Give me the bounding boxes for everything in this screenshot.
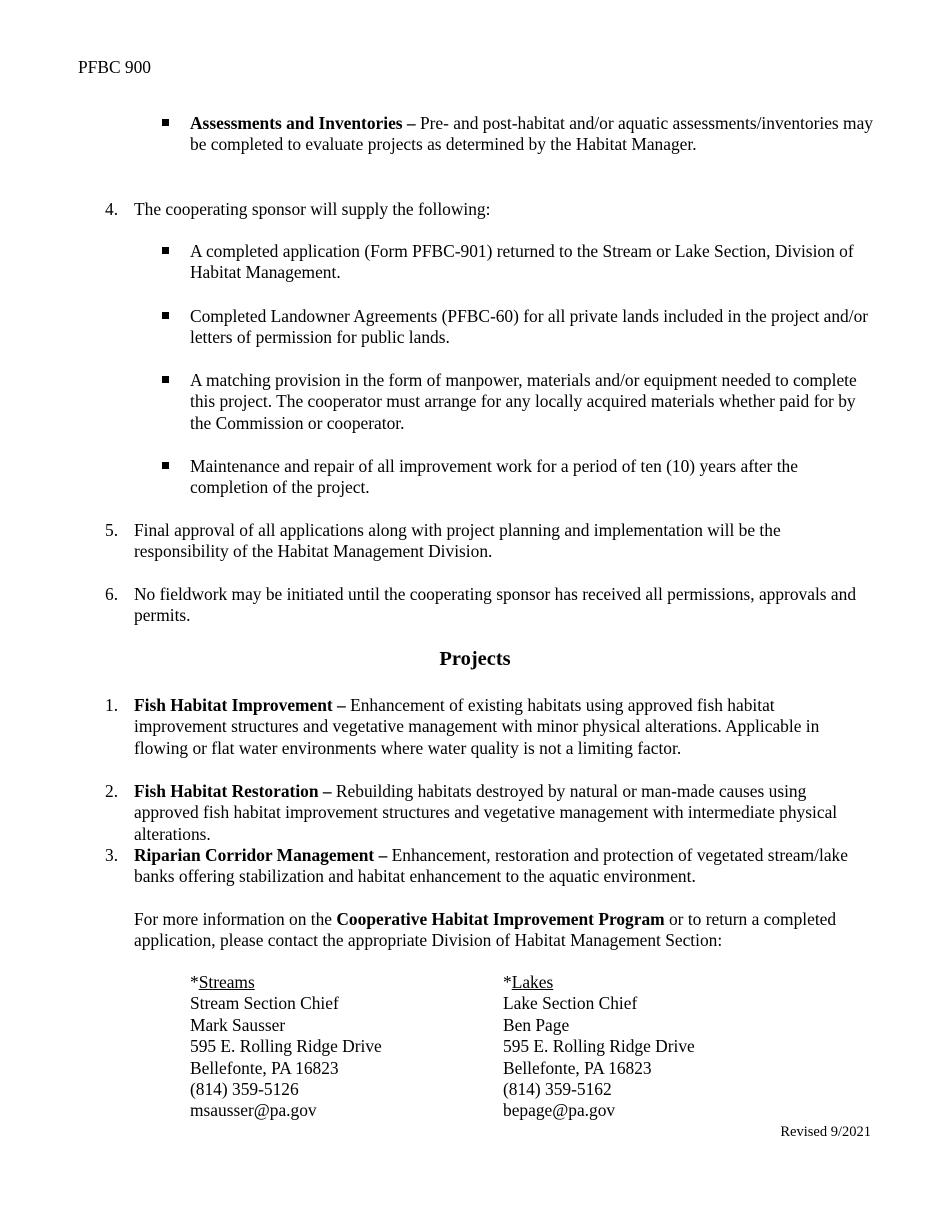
assessments-text: Pre- and post-habitat and/or aquatic assessments/inventories may be completed to evaluate projects as determined by the Habitat Manager. (190, 113, 873, 155)
contact-section-label: *Lakes (503, 972, 554, 992)
requirement-bullet (190, 306, 880, 349)
project-title: Fish Habitat Improvement – (134, 695, 346, 715)
approval-text: Final approval of all applications along with project planning and implementation will be the responsibility of the Habitat Management Division. (134, 520, 781, 562)
streams-contact (190, 972, 490, 1122)
project-title: Fish Habitat Restoration – (134, 781, 332, 801)
contact-role: Stream Section Chief (190, 993, 339, 1014)
revision-date: Revised 9/2021 (780, 1124, 871, 1140)
form-code-header: PFBC 900 (78, 57, 151, 77)
requirements-intro: The cooperating sponsor will supply the following: (134, 199, 491, 219)
fieldwork-item (105, 584, 864, 627)
contact-name: Ben Page (503, 1014, 570, 1035)
requirement-text: Completed Landowner Agreements (PFBC-60) for all private lands included in the project and/or letters of permission for public lands. (190, 306, 869, 348)
contact-phone: (814) 359-5162 (503, 1079, 612, 1100)
contact-intro (134, 909, 864, 952)
project-text: Enhancement, restoration and protection of vegetated stream/lake banks offering stabilization and habitat enhancement to the aquatic environment. (134, 845, 848, 887)
requirement-bullet (190, 241, 880, 284)
streams-label: Streams (198, 972, 255, 992)
requirement-text: A completed application (Form PFBC-901) returned to the Stream or Lake Section, Division of Habitat Management. (190, 241, 854, 283)
project-item (105, 781, 864, 845)
contact-street: 595 E. Rolling Ridge Drive (190, 1036, 382, 1057)
square-bullet-icon (162, 376, 169, 383)
contact-name: Mark Sausser (190, 1014, 286, 1035)
projects-heading: Projects (439, 648, 511, 670)
contact-phone: (814) 359-5126 (190, 1079, 299, 1100)
list-number: 1. (105, 695, 119, 715)
list-number: 5. (105, 520, 119, 540)
approval-item (105, 520, 864, 563)
project-item (105, 845, 864, 888)
contact-intro-post: or to return a completed application, please contact the appropriate Division of Habitat Management Section: (134, 909, 837, 951)
list-number: 2. (105, 781, 119, 801)
contact-intro-pre: For more information on the (134, 909, 337, 929)
assessments-bullet (190, 113, 880, 156)
requirement-text: A matching provision in the form of manpower, materials and/or equipment needed to complete this project. The cooperator must arrange for any locally acquired materials whether paid for by the Commission or cooperator. (190, 370, 857, 433)
assessments-title: Assessments and Inventories – (190, 113, 416, 133)
square-bullet-icon (162, 312, 169, 319)
fieldwork-text: No fieldwork may be initiated until the cooperating sponsor has received all permissions, approvals and permits. (134, 584, 857, 626)
project-text: Rebuilding habitats destroyed by natural or man-made causes using approved fish habitat improvement structures and vegetative management with intermediate physical alterations. (134, 781, 838, 844)
requirement-text: Maintenance and repair of all improvement work for a period of ten (10) years after the completion of the project. (190, 456, 798, 498)
contact-city: Bellefonte, PA 16823 (190, 1057, 339, 1078)
square-bullet-icon (162, 119, 169, 126)
program-name: Cooperative Habitat Improvement Program (336, 909, 665, 929)
project-item (105, 695, 864, 759)
requirement-bullet (190, 456, 880, 499)
contact-email[interactable]: bepage@pa.gov (503, 1100, 616, 1121)
contact-street: 595 E. Rolling Ridge Drive (503, 1036, 695, 1057)
requirement-bullet (190, 370, 880, 434)
list-number: 3. (105, 845, 119, 865)
project-title: Riparian Corridor Management – (134, 845, 388, 865)
square-bullet-icon (162, 462, 169, 469)
lakes-label: Lakes (511, 972, 554, 992)
contact-role: Lake Section Chief (503, 993, 638, 1014)
contact-email[interactable]: msausser@pa.gov (190, 1100, 317, 1121)
list-number: 6. (105, 584, 119, 604)
lakes-contact (503, 972, 803, 1122)
contact-city: Bellefonte, PA 16823 (503, 1057, 652, 1078)
square-bullet-icon (162, 247, 169, 254)
contact-section-label: *Streams (190, 972, 255, 992)
requirements-item (105, 199, 864, 220)
list-number: 4. (105, 199, 119, 219)
project-text: Enhancement of existing habitats using approved fish habitat improvement structures and vegetative management with minor physical alterations. Applicable in flowing or flat water environments where water quality is not a limiting factor. (134, 695, 820, 758)
